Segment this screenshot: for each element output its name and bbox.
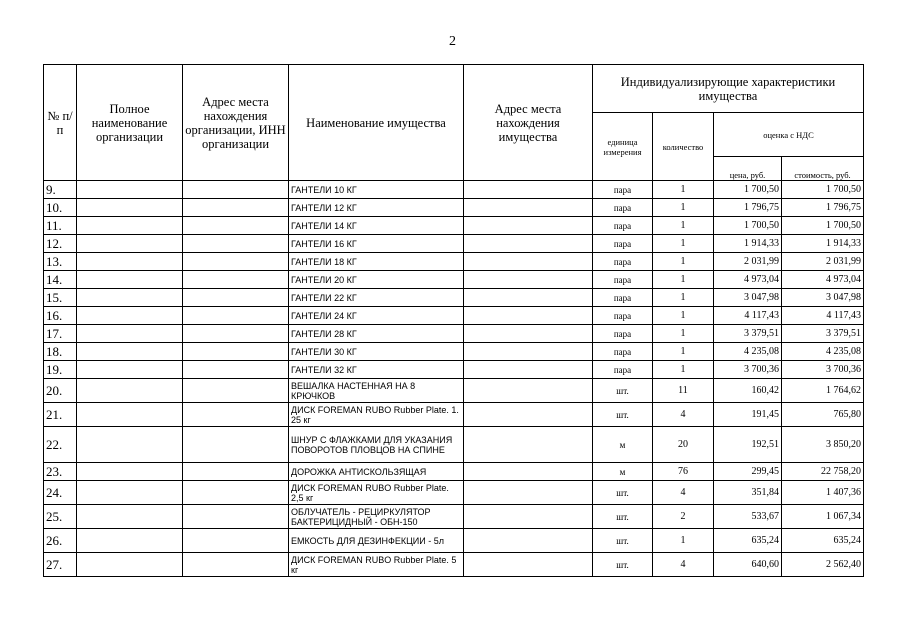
org-name-cell <box>77 235 183 253</box>
property-address-cell <box>464 217 593 235</box>
price-cell: 4 117,43 <box>714 307 782 325</box>
property-name-cell: ГАНТЕЛИ 16 КГ <box>289 235 464 253</box>
property-address-cell <box>464 235 593 253</box>
row-number: 26. <box>44 529 77 553</box>
quantity-cell: 1 <box>653 343 714 361</box>
org-address-cell <box>183 505 289 529</box>
header-num: № п/п <box>44 65 77 181</box>
row-number: 15. <box>44 289 77 307</box>
row-number: 19. <box>44 361 77 379</box>
org-name-cell <box>77 379 183 403</box>
quantity-cell: 1 <box>653 271 714 289</box>
org-name-cell <box>77 343 183 361</box>
unit-cell: пара <box>593 235 653 253</box>
cost-cell: 1 914,33 <box>782 235 864 253</box>
cost-cell: 4 117,43 <box>782 307 864 325</box>
cost-cell: 765,80 <box>782 403 864 427</box>
price-cell: 3 047,98 <box>714 289 782 307</box>
header-property-name: Наименование имущества <box>289 65 464 181</box>
price-cell: 351,84 <box>714 481 782 505</box>
unit-cell: пара <box>593 325 653 343</box>
unit-cell: пара <box>593 181 653 199</box>
quantity-cell: 4 <box>653 553 714 577</box>
unit-cell: пара <box>593 307 653 325</box>
price-cell: 1 700,50 <box>714 217 782 235</box>
cost-cell: 1 764,62 <box>782 379 864 403</box>
price-cell: 1 700,50 <box>714 181 782 199</box>
org-address-cell <box>183 325 289 343</box>
row-number: 14. <box>44 271 77 289</box>
unit-cell: пара <box>593 289 653 307</box>
row-number: 13. <box>44 253 77 271</box>
property-name-cell: ГАНТЕЛИ 10 КГ <box>289 181 464 199</box>
price-cell: 4 235,08 <box>714 343 782 361</box>
header-characteristics: Индивидуализирующие характеристики имущества <box>593 65 864 113</box>
org-address-cell <box>183 235 289 253</box>
property-address-cell <box>464 181 593 199</box>
table-row <box>44 253 864 271</box>
property-address-cell <box>464 253 593 271</box>
table-row <box>44 271 864 289</box>
unit-cell: шт. <box>593 505 653 529</box>
header-cost: стоимость, руб. <box>782 157 864 181</box>
property-name-cell: ЕМКОСТЬ ДЛЯ ДЕЗИНФЕКЦИИ - 5л <box>289 529 464 553</box>
table-row <box>44 307 864 325</box>
org-address-cell <box>183 529 289 553</box>
property-name-cell: ГАНТЕЛИ 28 КГ <box>289 325 464 343</box>
table-row <box>44 181 864 199</box>
property-name-cell: ГАНТЕЛИ 22 КГ <box>289 289 464 307</box>
quantity-cell: 1 <box>653 325 714 343</box>
org-name-cell <box>77 529 183 553</box>
property-name-cell: ДОРОЖКА АНТИСКОЛЬЗЯЩАЯ <box>289 463 464 481</box>
table-header <box>44 65 864 181</box>
unit-cell: пара <box>593 199 653 217</box>
property-address-cell <box>464 403 593 427</box>
quantity-cell: 1 <box>653 253 714 271</box>
row-number: 18. <box>44 343 77 361</box>
org-address-cell <box>183 271 289 289</box>
table-row <box>44 343 864 361</box>
unit-cell: пара <box>593 361 653 379</box>
property-address-cell <box>464 199 593 217</box>
table-row <box>44 463 864 481</box>
unit-cell: шт. <box>593 481 653 505</box>
row-number: 12. <box>44 235 77 253</box>
org-name-cell <box>77 463 183 481</box>
price-cell: 635,24 <box>714 529 782 553</box>
property-address-cell <box>464 307 593 325</box>
org-address-cell <box>183 289 289 307</box>
quantity-cell: 1 <box>653 235 714 253</box>
header-unit: единица измерения <box>593 113 653 181</box>
org-name-cell <box>77 427 183 463</box>
quantity-cell: 2 <box>653 505 714 529</box>
property-name-cell: ГАНТЕЛИ 12 КГ <box>289 199 464 217</box>
quantity-cell: 1 <box>653 361 714 379</box>
property-address-cell <box>464 463 593 481</box>
org-address-cell <box>183 463 289 481</box>
quantity-cell: 1 <box>653 307 714 325</box>
org-address-cell <box>183 481 289 505</box>
property-table <box>43 64 864 577</box>
header-org-address: Адрес места нахождения организации, ИНН организации <box>183 65 289 181</box>
price-cell: 1 796,75 <box>714 199 782 217</box>
table-row <box>44 529 864 553</box>
org-name-cell <box>77 505 183 529</box>
property-name-cell: ШНУР С ФЛАЖКАМИ ДЛЯ УКАЗАНИЯ ПОВОРОТОВ ПЛОВЦОВ НА СПИНЕ <box>289 427 464 463</box>
org-name-cell <box>77 289 183 307</box>
price-cell: 299,45 <box>714 463 782 481</box>
unit-cell: шт. <box>593 529 653 553</box>
header-valuation: оценка с НДС <box>714 113 864 157</box>
quantity-cell: 11 <box>653 379 714 403</box>
property-name-cell: ГАНТЕЛИ 32 КГ <box>289 361 464 379</box>
cost-cell: 3 850,20 <box>782 427 864 463</box>
quantity-cell: 20 <box>653 427 714 463</box>
cost-cell: 22 758,20 <box>782 463 864 481</box>
org-address-cell <box>183 427 289 463</box>
org-address-cell <box>183 181 289 199</box>
property-name-cell: ГАНТЕЛИ 24 КГ <box>289 307 464 325</box>
row-number: 27. <box>44 553 77 577</box>
row-number: 24. <box>44 481 77 505</box>
property-name-cell: ДИСК FOREMAN RUBO Rubber Plate. 5 кг <box>289 553 464 577</box>
property-name-cell: ДИСК FOREMAN RUBO Rubber Plate. 2,5 кг <box>289 481 464 505</box>
unit-cell: м <box>593 427 653 463</box>
row-number: 10. <box>44 199 77 217</box>
unit-cell: шт. <box>593 403 653 427</box>
table-row <box>44 553 864 577</box>
quantity-cell: 1 <box>653 217 714 235</box>
org-name-cell <box>77 253 183 271</box>
table-row <box>44 427 864 463</box>
property-address-cell <box>464 343 593 361</box>
unit-cell: пара <box>593 217 653 235</box>
table-row <box>44 361 864 379</box>
property-name-cell: ГАНТЕЛИ 14 КГ <box>289 217 464 235</box>
price-cell: 191,45 <box>714 403 782 427</box>
org-address-cell <box>183 199 289 217</box>
header-org-name: Полное наименование организации <box>77 65 183 181</box>
cost-cell: 1 067,34 <box>782 505 864 529</box>
org-address-cell <box>183 217 289 235</box>
property-address-cell <box>464 271 593 289</box>
row-number: 22. <box>44 427 77 463</box>
unit-cell: пара <box>593 253 653 271</box>
cost-cell: 3 700,36 <box>782 361 864 379</box>
header-price: цена, руб. <box>714 157 782 181</box>
table-row <box>44 481 864 505</box>
property-name-cell: ОБЛУЧАТЕЛЬ - РЕЦИРКУЛЯТОР БАКТЕРИЦИДНЫЙ - ОБН-150 <box>289 505 464 529</box>
property-address-cell <box>464 379 593 403</box>
property-address-cell <box>464 505 593 529</box>
org-name-cell <box>77 217 183 235</box>
property-address-cell <box>464 325 593 343</box>
row-number: 17. <box>44 325 77 343</box>
org-address-cell <box>183 307 289 325</box>
cost-cell: 3 379,51 <box>782 325 864 343</box>
cost-cell: 1 700,50 <box>782 181 864 199</box>
quantity-cell: 1 <box>653 529 714 553</box>
page-number: 2 <box>449 34 456 49</box>
org-address-cell <box>183 553 289 577</box>
property-address-cell <box>464 481 593 505</box>
price-cell: 160,42 <box>714 379 782 403</box>
unit-cell: шт. <box>593 553 653 577</box>
org-address-cell <box>183 361 289 379</box>
org-name-cell <box>77 361 183 379</box>
org-address-cell <box>183 403 289 427</box>
property-name-cell: ГАНТЕЛИ 20 КГ <box>289 271 464 289</box>
row-number: 11. <box>44 217 77 235</box>
price-cell: 2 031,99 <box>714 253 782 271</box>
row-number: 25. <box>44 505 77 529</box>
price-cell: 1 914,33 <box>714 235 782 253</box>
org-name-cell <box>77 307 183 325</box>
org-address-cell <box>183 253 289 271</box>
cost-cell: 2 562,40 <box>782 553 864 577</box>
table-body <box>44 181 864 577</box>
price-cell: 4 973,04 <box>714 271 782 289</box>
header-quantity: количество <box>653 113 714 181</box>
table-row <box>44 325 864 343</box>
row-number: 16. <box>44 307 77 325</box>
price-cell: 533,67 <box>714 505 782 529</box>
cost-cell: 1 700,50 <box>782 217 864 235</box>
unit-cell: м <box>593 463 653 481</box>
property-name-cell: ГАНТЕЛИ 30 КГ <box>289 343 464 361</box>
org-name-cell <box>77 481 183 505</box>
table-row <box>44 505 864 529</box>
org-name-cell <box>77 271 183 289</box>
property-name-cell: ДИСК FOREMAN RUBO Rubber Plate. 1. 25 кг <box>289 403 464 427</box>
cost-cell: 2 031,99 <box>782 253 864 271</box>
row-number: 20. <box>44 379 77 403</box>
property-address-cell <box>464 361 593 379</box>
price-cell: 3 379,51 <box>714 325 782 343</box>
quantity-cell: 76 <box>653 463 714 481</box>
table-row <box>44 403 864 427</box>
table-row <box>44 379 864 403</box>
table-row <box>44 289 864 307</box>
unit-cell: пара <box>593 343 653 361</box>
cost-cell: 4 973,04 <box>782 271 864 289</box>
table-row <box>44 199 864 217</box>
org-name-cell <box>77 199 183 217</box>
quantity-cell: 1 <box>653 289 714 307</box>
property-address-cell <box>464 553 593 577</box>
property-address-cell <box>464 529 593 553</box>
cost-cell: 635,24 <box>782 529 864 553</box>
price-cell: 3 700,36 <box>714 361 782 379</box>
row-number: 23. <box>44 463 77 481</box>
table-row <box>44 235 864 253</box>
property-name-cell: ГАНТЕЛИ 18 КГ <box>289 253 464 271</box>
property-address-cell <box>464 289 593 307</box>
unit-cell: шт. <box>593 379 653 403</box>
unit-cell: пара <box>593 271 653 289</box>
cost-cell: 4 235,08 <box>782 343 864 361</box>
quantity-cell: 4 <box>653 481 714 505</box>
quantity-cell: 4 <box>653 403 714 427</box>
header-property-address: Адрес места нахождения имущества <box>464 65 593 181</box>
cost-cell: 1 407,36 <box>782 481 864 505</box>
row-number: 9. <box>44 181 77 199</box>
cost-cell: 3 047,98 <box>782 289 864 307</box>
property-address-cell <box>464 427 593 463</box>
price-cell: 640,60 <box>714 553 782 577</box>
quantity-cell: 1 <box>653 199 714 217</box>
org-address-cell <box>183 343 289 361</box>
table-row <box>44 217 864 235</box>
cost-cell: 1 796,75 <box>782 199 864 217</box>
org-name-cell <box>77 181 183 199</box>
org-address-cell <box>183 379 289 403</box>
property-name-cell: ВЕШАЛКА НАСТЕННАЯ НА 8 КРЮЧКОВ <box>289 379 464 403</box>
row-number: 21. <box>44 403 77 427</box>
org-name-cell <box>77 553 183 577</box>
org-name-cell <box>77 403 183 427</box>
price-cell: 192,51 <box>714 427 782 463</box>
quantity-cell: 1 <box>653 181 714 199</box>
org-name-cell <box>77 325 183 343</box>
